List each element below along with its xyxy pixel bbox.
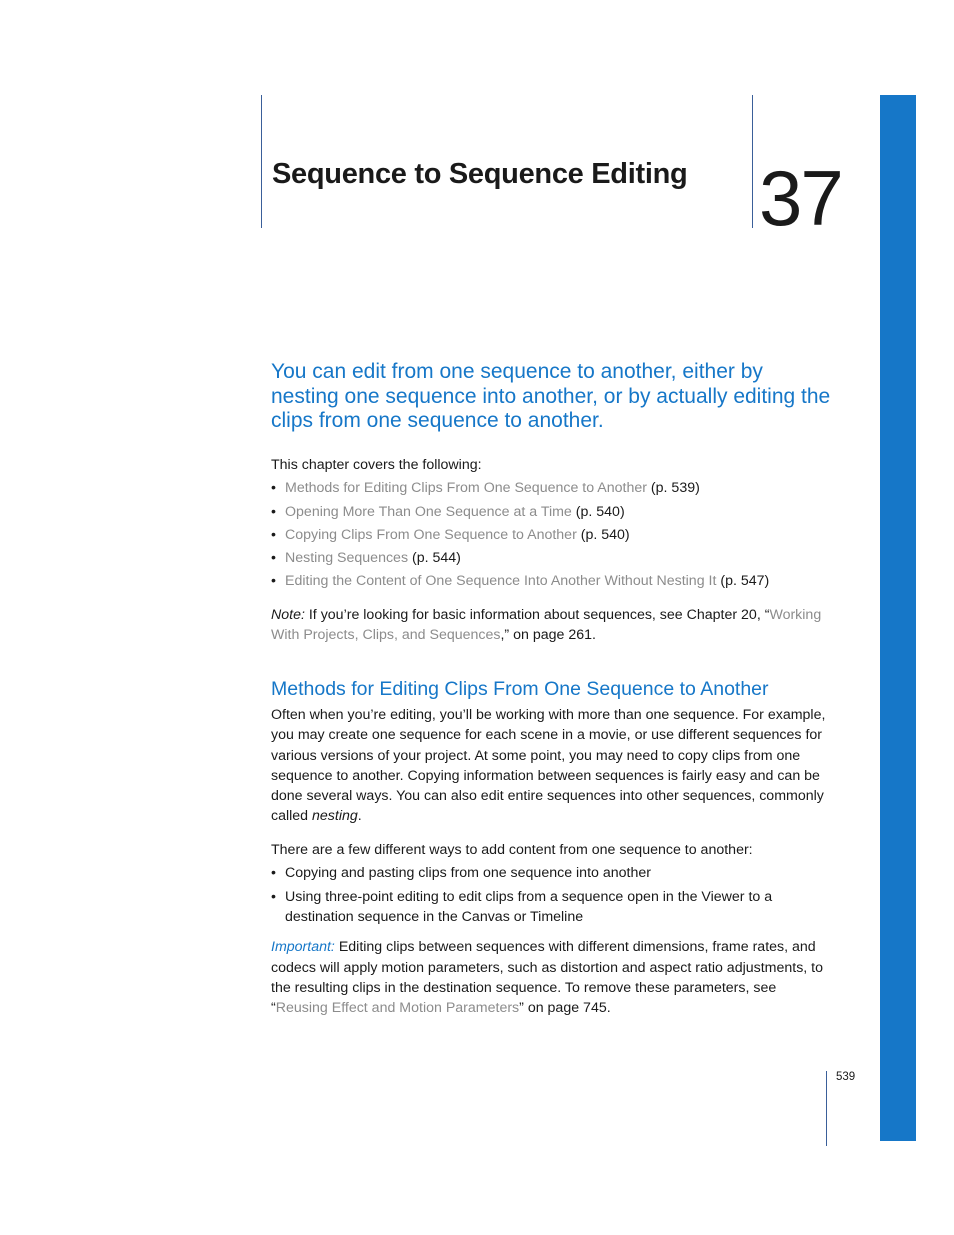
toc-link[interactable]: Methods for Editing Clips From One Sequence to Another <box>285 480 647 497</box>
paragraph-end: . <box>357 808 362 825</box>
page-number-rule <box>826 1071 827 1146</box>
list-item-text: Copying and pasting clips from one sequence into another <box>285 865 651 882</box>
toc-link[interactable]: Editing the Content of One Sequence Into Another Without Nesting It <box>285 573 717 590</box>
toc-page: (p. 547) <box>716 573 770 590</box>
body-paragraph <box>271 705 831 827</box>
toc-page: (p. 544) <box>408 550 461 567</box>
bullet: • <box>271 573 276 590</box>
chapter-side-tab <box>880 95 916 1141</box>
nesting-term: nesting <box>312 808 358 825</box>
toc-item <box>271 502 831 525</box>
chapter-title: Sequence to Sequence Editing <box>272 158 688 190</box>
toc-link[interactable]: Opening More Than One Sequence at a Time <box>285 503 572 520</box>
important-text-end: ” on page 745. <box>519 1000 611 1017</box>
toc-page: (p. 539) <box>646 480 700 497</box>
important-paragraph <box>271 937 831 1018</box>
body-paragraph: There are a few different ways to add content from one sequence to another: <box>271 841 753 858</box>
covers-label: This chapter covers the following: <box>271 457 482 473</box>
note-paragraph <box>271 605 831 646</box>
toc-list <box>271 478 831 594</box>
bullet: • <box>271 503 276 520</box>
note-text-end: ,” on page 261. <box>500 627 596 644</box>
title-left-rule <box>261 95 262 228</box>
toc-item <box>271 548 831 571</box>
bullet: • <box>271 526 276 543</box>
list-item <box>271 863 831 883</box>
bullet: • <box>271 480 276 497</box>
chapter-intro: You can edit from one sequence to another, either by nesting one sequence into another, or by actually editing the clips from one sequence to another. <box>271 360 831 432</box>
toc-item <box>271 525 831 548</box>
toc-link[interactable]: Nesting Sequences <box>285 550 409 567</box>
page-number: 539 <box>836 1071 856 1083</box>
number-left-rule <box>752 95 753 228</box>
important-link[interactable]: Reusing Effect and Motion Parameters <box>275 1000 520 1017</box>
note-text: If you’re looking for basic information about sequences, see Chapter 20, “ <box>304 607 770 623</box>
toc-page: (p. 540) <box>576 526 630 543</box>
chapter-contents <box>271 455 831 595</box>
paragraph-text: Often when you’re editing, you’ll be working with more than one sequence. For example, you may create one sequence for each scene in a movie, or use different sequences for various versions of your project. At some point, you may need to copy clips from one sequence to another. Copying information between sequences is fairly easy and can be done several ways. You can also edit entire sequences into other sequences, commonly called <box>271 707 826 825</box>
bullet: • <box>271 865 276 882</box>
chapter-number: 37 <box>759 154 842 242</box>
list-item <box>271 887 831 928</box>
toc-item <box>271 478 831 501</box>
section-body <box>271 705 831 1019</box>
important-text: Editing clips between sequences with different dimensions, frame rates, and codecs will apply motion parameters, such as distortion and aspect ratio adjustments, to the resulting clips in the destination sequence. To remove these parameters, see “ <box>271 939 824 1017</box>
section-heading: Methods for Editing Clips From One Sequence to Another <box>271 678 769 700</box>
toc-link[interactable]: Copying Clips From One Sequence to Another <box>285 526 577 543</box>
methods-list <box>271 863 831 927</box>
toc-page: (p. 540) <box>571 503 625 520</box>
toc-item <box>271 571 831 594</box>
note-link[interactable]: Working With Projects, Clips, and Sequences <box>271 607 822 644</box>
bullet: • <box>271 888 276 905</box>
bullet: • <box>271 550 276 567</box>
important-label: Important: <box>271 939 335 956</box>
list-item-text: Using three-point editing to edit clips from a sequence open in the Viewer to a destination sequence in the Canvas or Timeline <box>285 888 773 926</box>
note-label: Note: <box>271 607 305 623</box>
